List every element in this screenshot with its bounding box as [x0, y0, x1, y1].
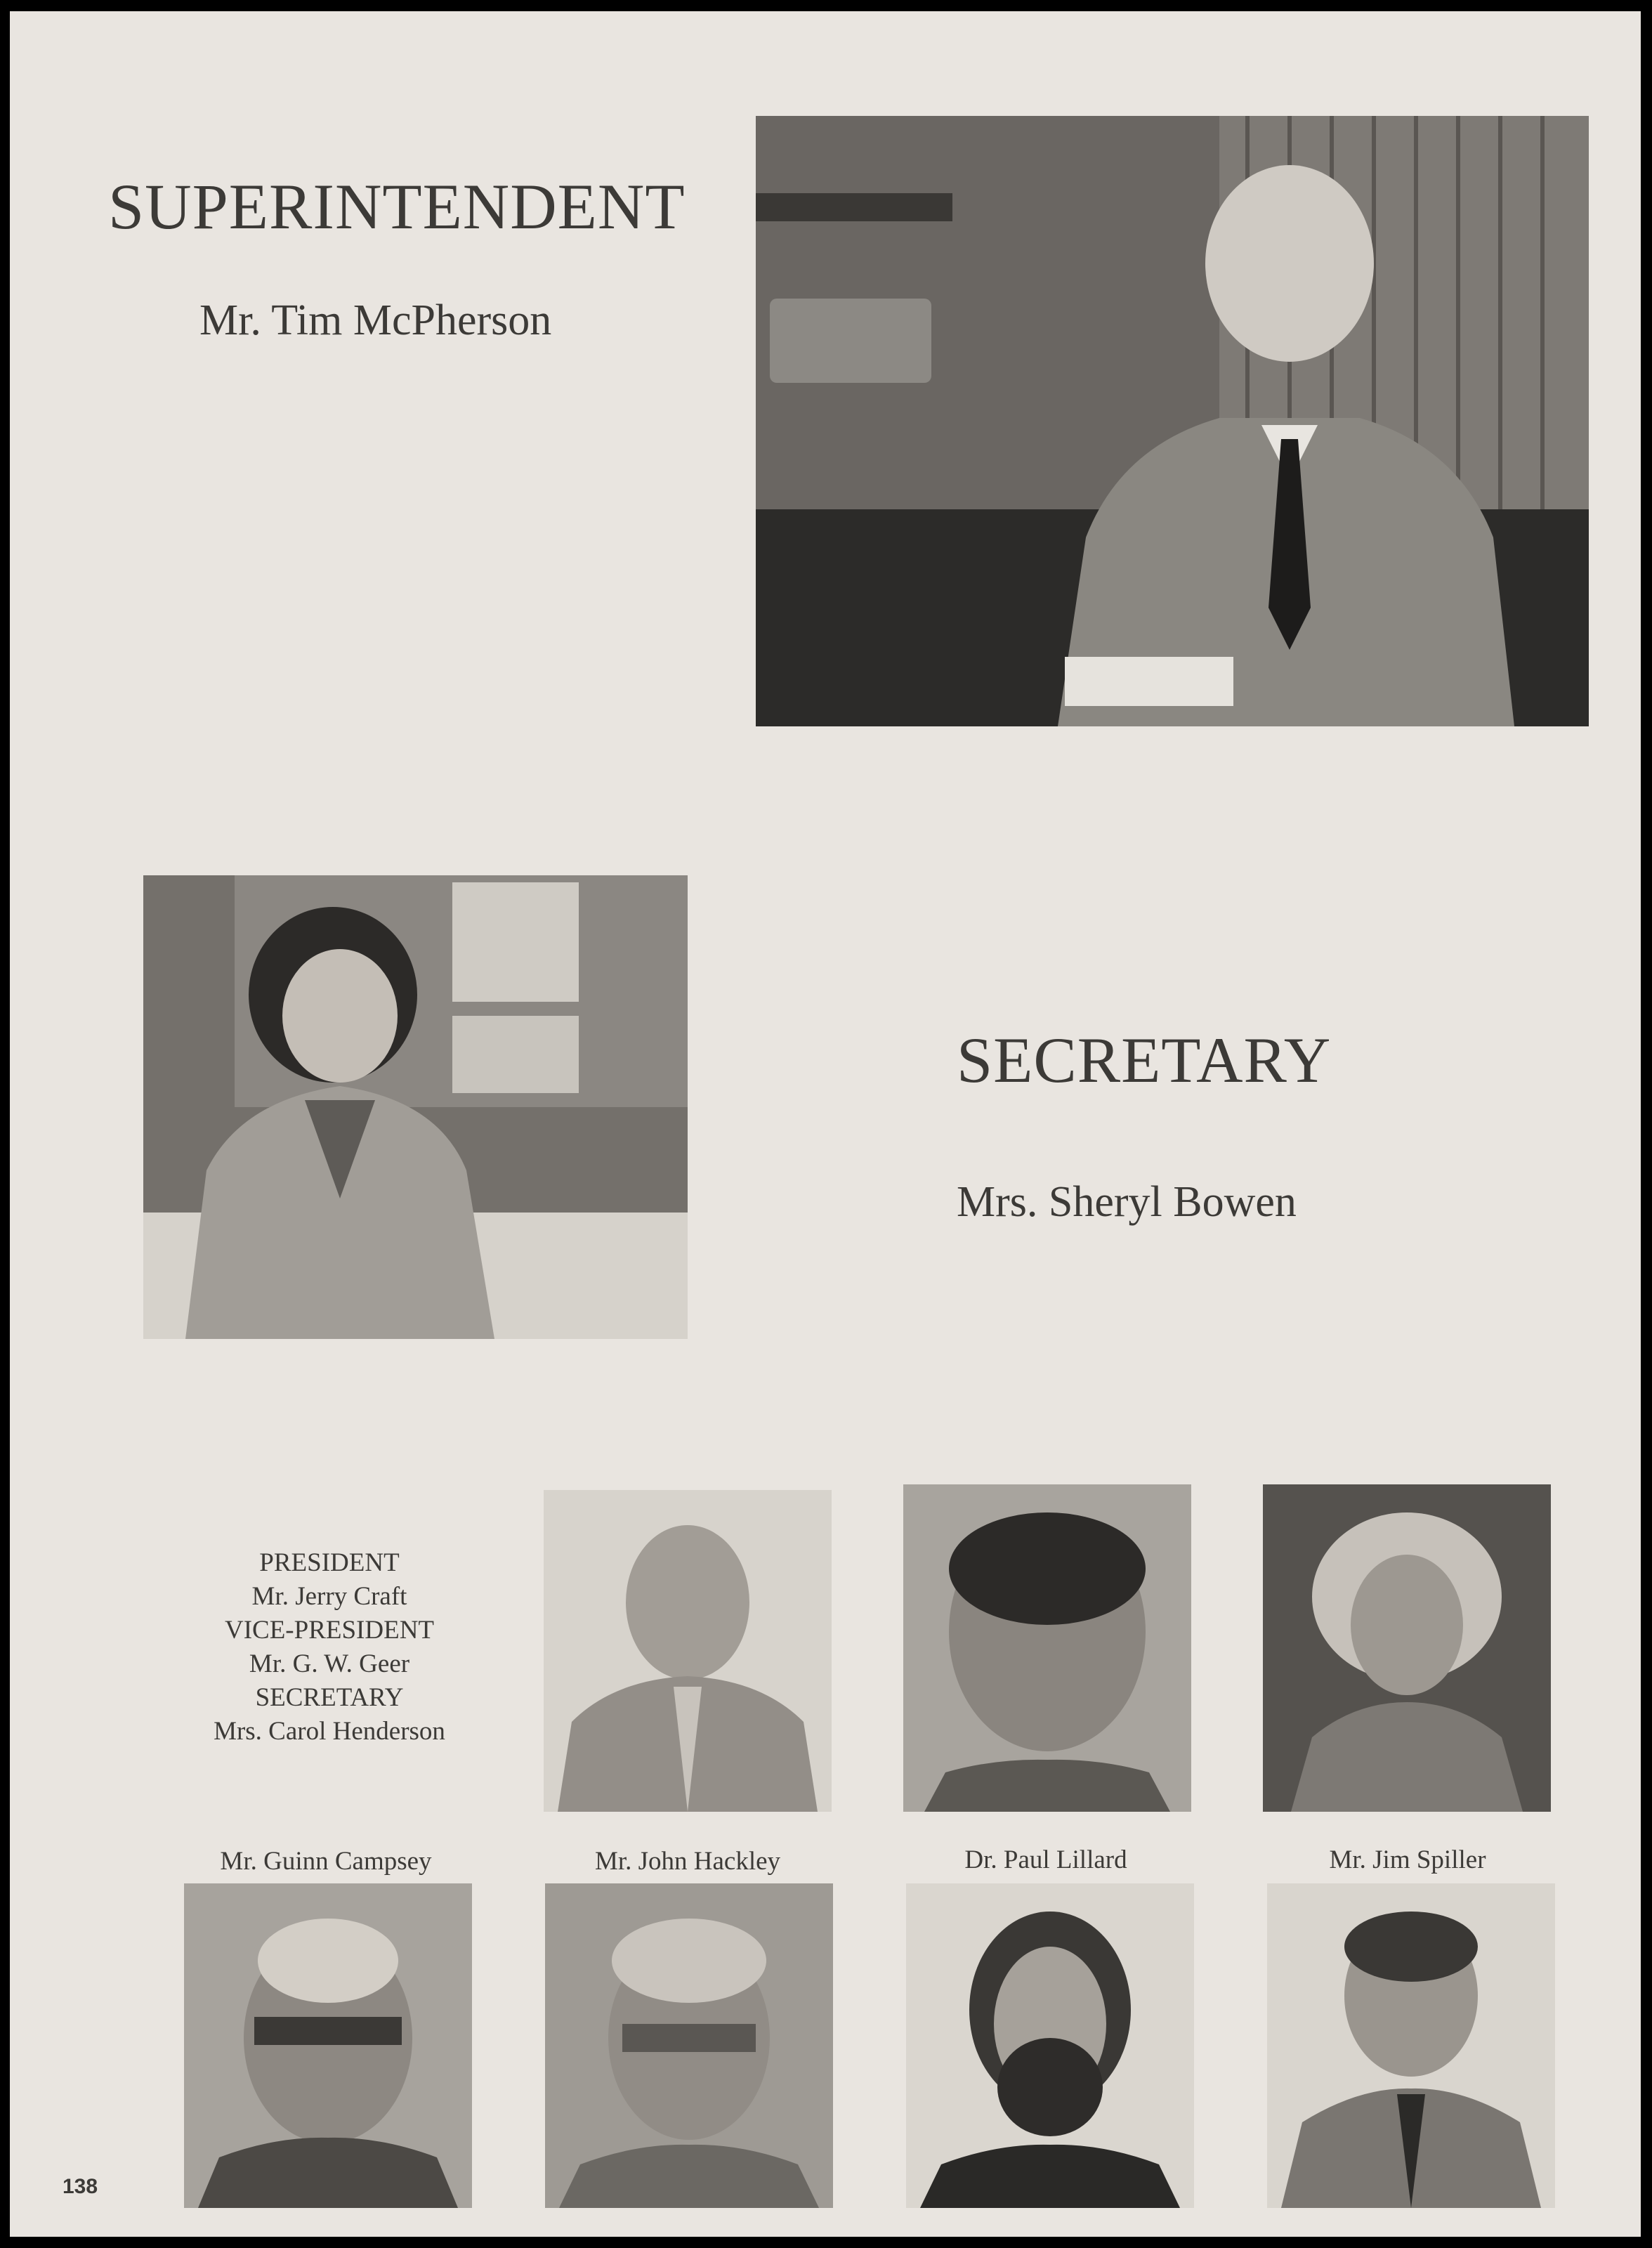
- officer-line: Mr. Jerry Craft: [251, 1582, 407, 1611]
- member-name-caption: Mr. Jim Spiller: [1329, 1845, 1486, 1874]
- officer-line: Mrs. Carol Henderson: [214, 1717, 445, 1746]
- page-number: 138: [63, 2175, 98, 2198]
- officer-line: Mr. G. W. Geer: [249, 1649, 410, 1678]
- officer-line: VICE-PRESIDENT: [224, 1616, 435, 1645]
- secretary-title: SECRETARY: [957, 1024, 1332, 1096]
- superintendent-title: SUPERINTENDENT: [108, 171, 686, 242]
- secretary-photo: [143, 875, 688, 1339]
- board-officers-list: [171, 1546, 487, 1749]
- superintendent-name: Mr. Tim McPherson: [199, 296, 552, 344]
- portrait-officer-3: [1263, 1484, 1551, 1812]
- superintendent-photo: [756, 116, 1589, 726]
- portrait-member-3: [906, 1883, 1194, 2208]
- yearbook-page: [10, 11, 1641, 2237]
- portrait-member-2: [545, 1883, 833, 2208]
- portrait-member-4: [1267, 1883, 1555, 2208]
- officer-line: SECRETARY: [255, 1683, 404, 1712]
- portrait-officer-1: [544, 1490, 832, 1812]
- member-name-caption: Mr. John Hackley: [594, 1847, 781, 1876]
- member-name-caption: Dr. Paul Lillard: [964, 1845, 1127, 1874]
- officer-line: PRESIDENT: [259, 1548, 400, 1577]
- portrait-member-1: [184, 1883, 472, 2208]
- member-name-caption: Mr. Guinn Campsey: [220, 1847, 432, 1876]
- portrait-officer-2: [903, 1484, 1191, 1812]
- secretary-name: Mrs. Sheryl Bowen: [957, 1178, 1297, 1226]
